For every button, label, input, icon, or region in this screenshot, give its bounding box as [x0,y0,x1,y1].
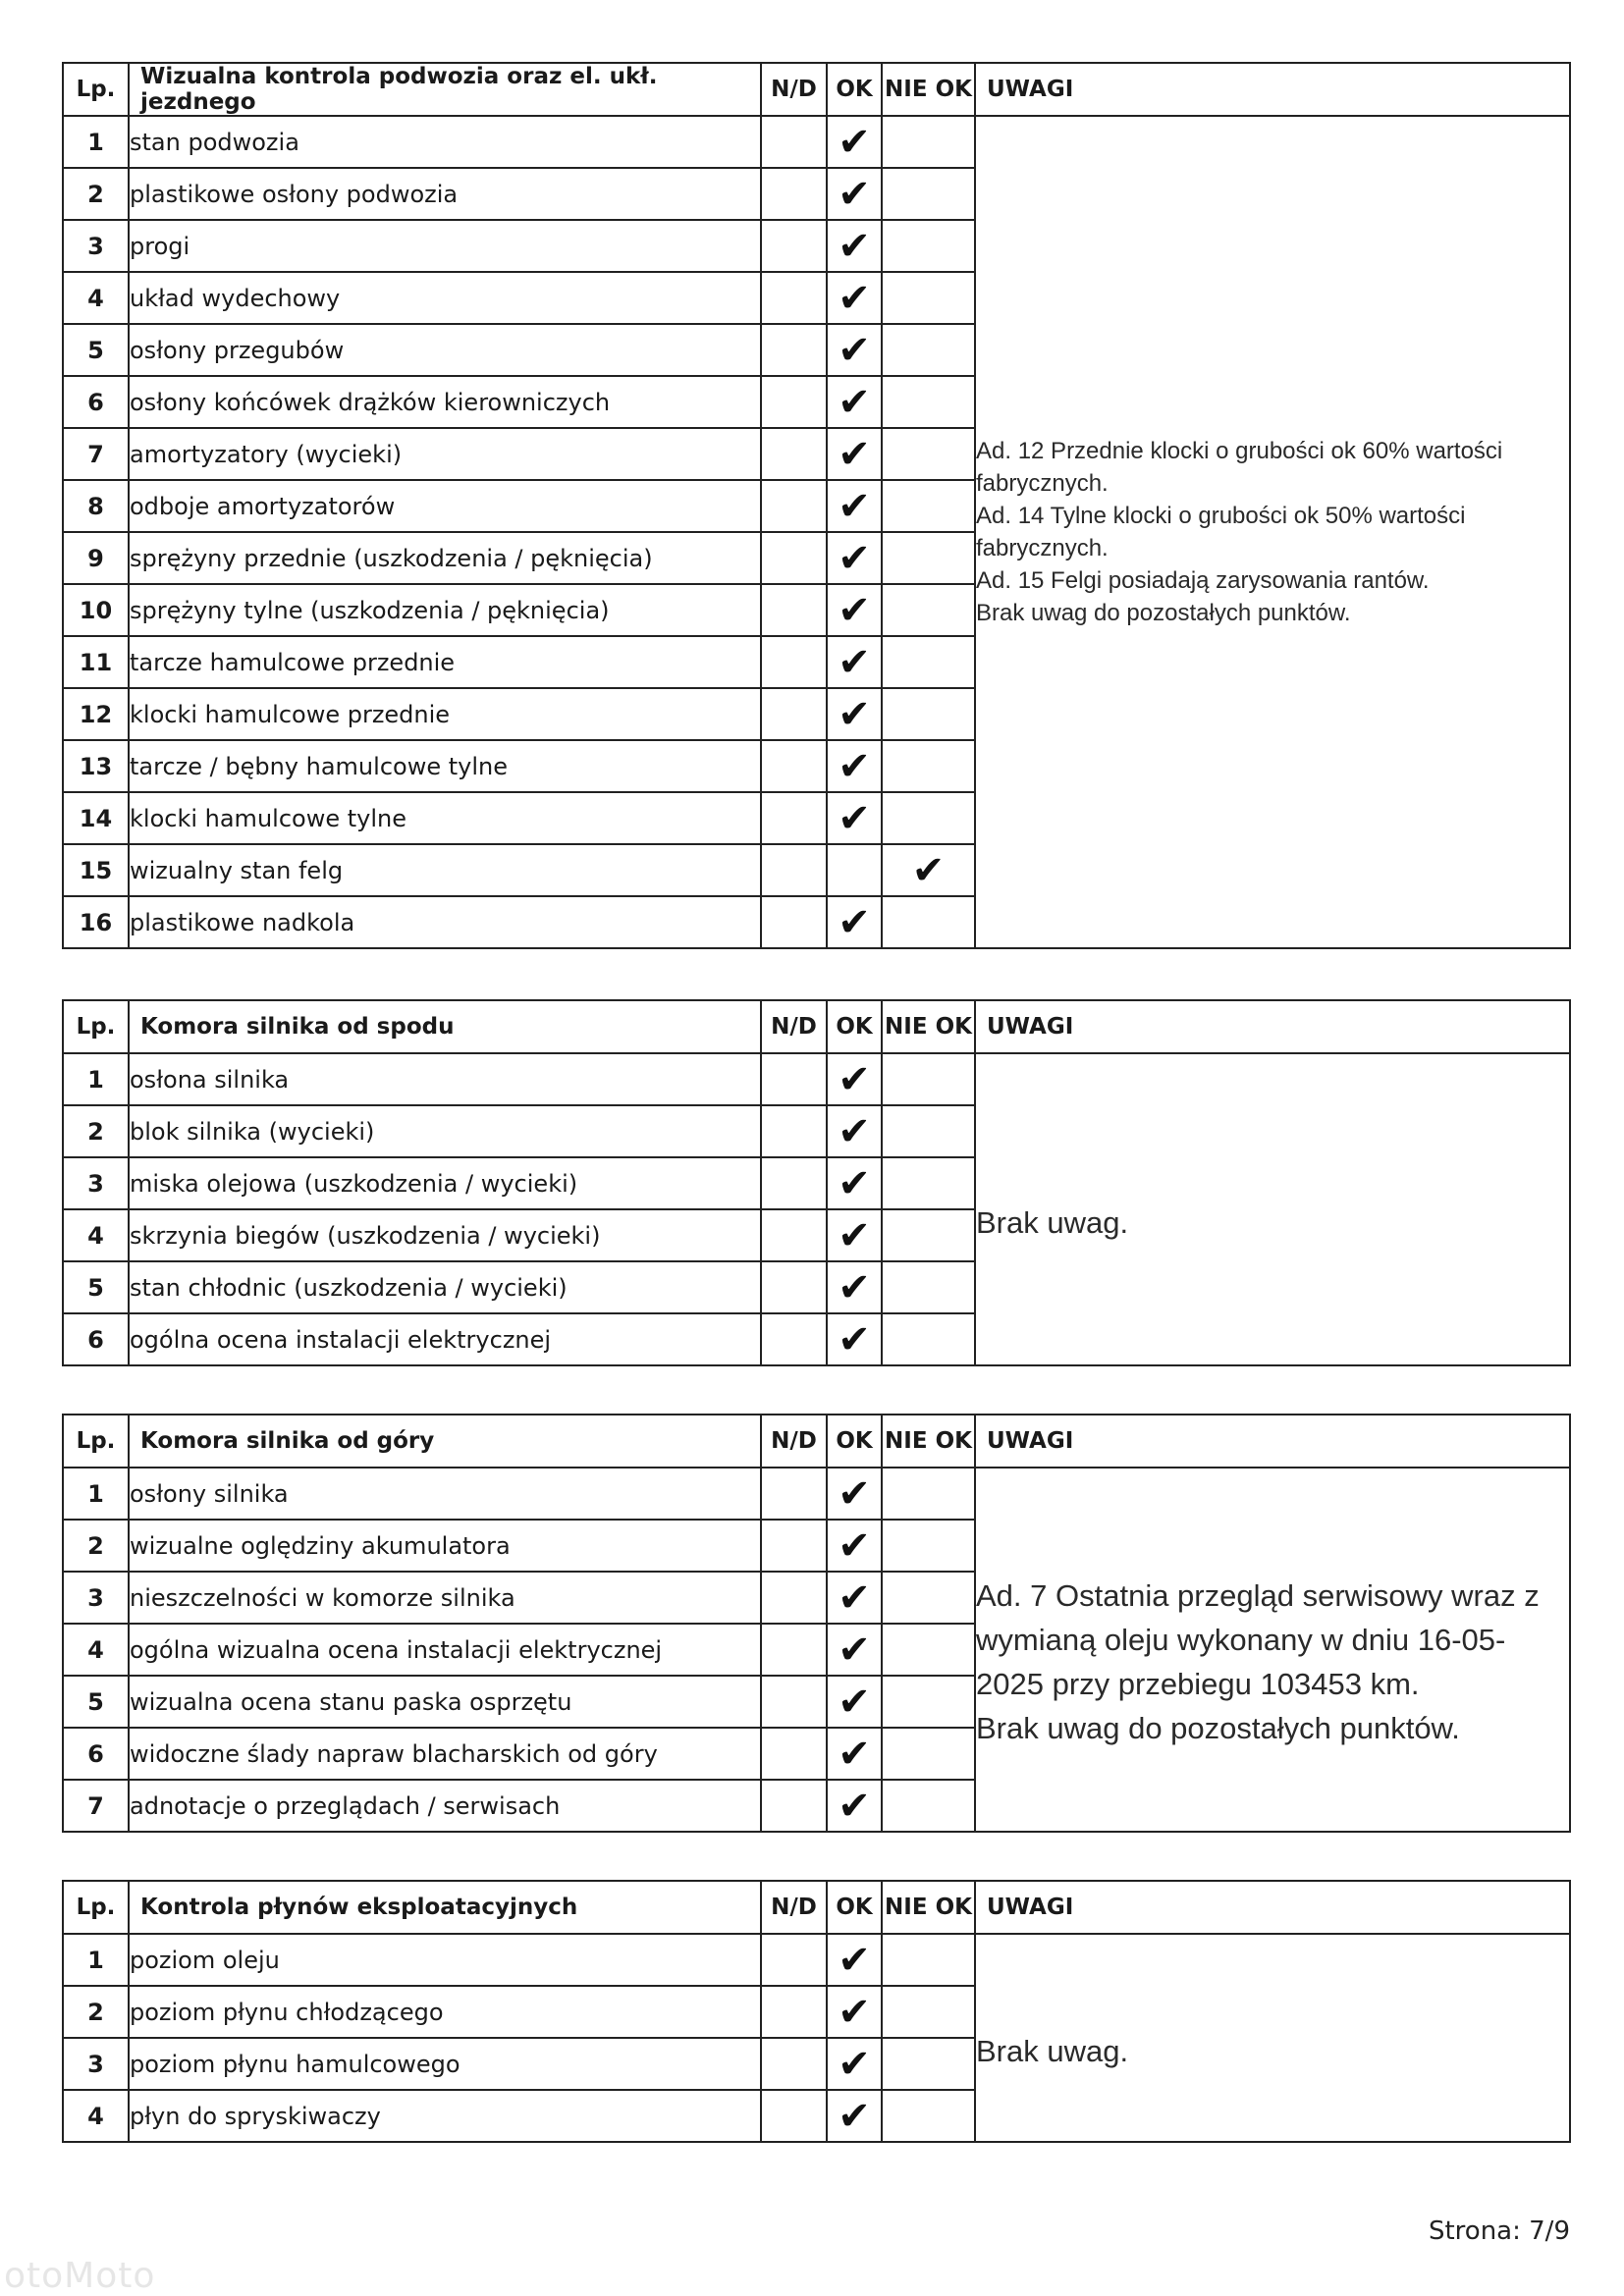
cell-nieok [882,2090,975,2142]
row-label: osłony silnika [129,1468,761,1520]
header-ok: OK [827,1000,882,1053]
row-number: 3 [63,1572,129,1624]
cell-ok [827,584,882,636]
row-number: 7 [63,428,129,480]
row-number: 11 [63,636,129,688]
cell-nd [761,1209,827,1261]
cell-nd [761,376,827,428]
cell-nd [761,1157,827,1209]
cell-ok [827,1934,882,1986]
row-number: 6 [63,1728,129,1780]
row-label: plastikowe nadkola [129,896,761,948]
cell-nieok [882,220,975,272]
checkmark-icon: ✔ [838,379,871,425]
cell-nd [761,2038,827,2090]
cell-ok [827,1105,882,1157]
cell-nieok [882,1105,975,1157]
cell-ok [827,1313,882,1365]
row-number: 5 [63,1676,129,1728]
header-lp: Lp. [63,1881,129,1934]
row-label: progi [129,220,761,272]
row-number: 7 [63,1780,129,1832]
table-row [63,1053,1570,1105]
checkmark-icon: ✔ [838,1212,871,1258]
cell-ok [827,844,882,896]
cell-ok [827,688,882,740]
header-uwagi: UWAGI [975,1000,1570,1053]
row-number: 2 [63,1986,129,2038]
cell-nieok [882,636,975,688]
row-label: poziom płynu hamulcowego [129,2038,761,2090]
table-row [63,1934,1570,1986]
cell-nd [761,480,827,532]
checkmark-icon: ✔ [838,1522,871,1569]
cell-nd [761,1468,827,1520]
checkmark-icon: ✔ [838,1056,871,1102]
row-label: poziom oleju [129,1934,761,1986]
cell-nieok [882,1676,975,1728]
cell-nieok [882,532,975,584]
header-lp: Lp. [63,1000,129,1053]
section-title: Komora silnika od góry [129,1415,761,1468]
checkmark-icon: ✔ [838,1264,871,1310]
cell-nieok [882,168,975,220]
cell-nd [761,532,827,584]
checkmark-icon: ✔ [838,535,871,581]
section-title: Kontrola płynów eksploatacyjnych [129,1881,761,1934]
cell-nieok [882,584,975,636]
section-title: Komora silnika od spodu [129,1000,761,1053]
cell-ok [827,1520,882,1572]
checkmark-icon: ✔ [838,431,871,477]
checklist-table [62,1414,1571,1833]
header-nd: N/D [761,1881,827,1934]
cell-ok [827,532,882,584]
cell-nieok [882,1934,975,1986]
cell-nieok [882,1157,975,1209]
row-label: tarcze / bębny hamulcowe tylne [129,740,761,792]
row-label: ogólna wizualna ocena instalacji elektrycznej [129,1624,761,1676]
checkmark-icon: ✔ [838,275,871,321]
checkmark-icon: ✔ [838,1316,871,1362]
cell-ok [827,792,882,844]
cell-nieok [882,740,975,792]
checkmark-icon: ✔ [838,1470,871,1517]
checkmark-icon: ✔ [838,2041,871,2087]
cell-ok [827,1986,882,2038]
header-row [63,63,1570,116]
cell-nieok [882,792,975,844]
row-label: osłony przegubów [129,324,761,376]
row-number: 5 [63,324,129,376]
remarks-cell [975,1934,1570,2142]
row-number: 2 [63,1105,129,1157]
cell-ok [827,1572,882,1624]
row-label: stan chłodnic (uszkodzenia / wycieki) [129,1261,761,1313]
cell-nd [761,792,827,844]
remark-line: Ad. 12 Przednie klocki o grubości ok 60% wartości fabrycznych. [976,438,1503,497]
row-number: 3 [63,1157,129,1209]
row-label: adnotacje o przeglądach / serwisach [129,1780,761,1832]
cell-nieok [882,428,975,480]
cell-nd [761,1728,827,1780]
row-label: osłony końcówek drążków kierowniczych [129,376,761,428]
row-label: osłona silnika [129,1053,761,1105]
cell-ok [827,1468,882,1520]
checkmark-icon: ✔ [838,1108,871,1154]
header-nd: N/D [761,63,827,116]
cell-nd [761,116,827,168]
table-row [63,116,1570,168]
cell-nd [761,636,827,688]
checkmark-icon: ✔ [838,1627,871,1673]
cell-ok [827,1053,882,1105]
header-nd: N/D [761,1000,827,1053]
row-label: nieszczelności w komorze silnika [129,1572,761,1624]
cell-nieok [882,1986,975,2038]
row-label: sprężyny tylne (uszkodzenia / pęknięcia) [129,584,761,636]
row-label: poziom płynu chłodzącego [129,1986,761,2038]
cell-nieok [882,324,975,376]
section-komora-spod [62,999,1571,1366]
cell-nieok [882,896,975,948]
watermark-logo: otoMoto [4,2256,156,2296]
section-podwozie [62,62,1571,949]
row-number: 2 [63,168,129,220]
cell-nd [761,168,827,220]
cell-nd [761,584,827,636]
cell-ok [827,1676,882,1728]
cell-nd [761,324,827,376]
cell-ok [827,896,882,948]
cell-nieok [882,1261,975,1313]
cell-nieok [882,1624,975,1676]
cell-nd [761,1676,827,1728]
checkmark-icon: ✔ [838,119,871,165]
checkmark-icon: ✔ [838,1679,871,1725]
header-ok: OK [827,1881,882,1934]
cell-ok [827,636,882,688]
row-number: 4 [63,272,129,324]
cell-nd [761,1934,827,1986]
header-uwagi: UWAGI [975,1415,1570,1468]
header-uwagi: UWAGI [975,1881,1570,1934]
row-number: 3 [63,2038,129,2090]
cell-nieok [882,1053,975,1105]
header-lp: Lp. [63,63,129,116]
row-label: wizualna ocena stanu paska osprzętu [129,1676,761,1728]
checklist-table [62,1880,1571,2143]
section-plyny [62,1880,1571,2143]
row-number: 12 [63,688,129,740]
cell-ok [827,1209,882,1261]
checkmark-icon: ✔ [838,2093,871,2139]
remarks-cell [975,116,1570,948]
cell-nieok [882,688,975,740]
cell-nieok [882,1728,975,1780]
cell-nieok [882,1209,975,1261]
row-label: tarcze hamulcowe przednie [129,636,761,688]
row-label: amortyzatory (wycieki) [129,428,761,480]
row-label: plastikowe osłony podwozia [129,168,761,220]
cell-nd [761,844,827,896]
cell-ok [827,220,882,272]
cell-nieok [882,1468,975,1520]
row-number: 1 [63,1468,129,1520]
row-number: 4 [63,2090,129,2142]
header-nie-ok: NIE OK [882,1000,975,1053]
cell-nd [761,1986,827,2038]
checkmark-icon: ✔ [838,691,871,737]
row-label: klocki hamulcowe przednie [129,688,761,740]
cell-ok [827,1261,882,1313]
cell-nieok [882,376,975,428]
row-label: klocki hamulcowe tylne [129,792,761,844]
cell-ok [827,1624,882,1676]
row-label: blok silnika (wycieki) [129,1105,761,1157]
cell-nd [761,1053,827,1105]
row-label: płyn do spryskiwaczy [129,2090,761,2142]
row-number: 1 [63,116,129,168]
header-row [63,1415,1570,1468]
cell-nd [761,2090,827,2142]
checkmark-icon: ✔ [838,743,871,789]
checkmark-icon: ✔ [838,795,871,841]
row-number: 4 [63,1624,129,1676]
row-number: 13 [63,740,129,792]
checkmark-icon: ✔ [838,171,871,217]
checkmark-icon: ✔ [838,587,871,633]
checkmark-icon: ✔ [838,1160,871,1206]
cell-ok [827,324,882,376]
row-label: wizualne oględziny akumulatora [129,1520,761,1572]
cell-ok [827,272,882,324]
cell-nd [761,740,827,792]
checkmark-icon: ✔ [838,1937,871,1983]
row-label: stan podwozia [129,116,761,168]
cell-ok [827,116,882,168]
cell-nieok [882,116,975,168]
row-number: 1 [63,1053,129,1105]
header-nd: N/D [761,1415,827,1468]
header-lp: Lp. [63,1415,129,1468]
cell-nieok [882,1520,975,1572]
row-number: 4 [63,1209,129,1261]
checkmark-icon: ✔ [838,639,871,685]
checkmark-icon: ✔ [911,847,946,893]
cell-nieok [882,480,975,532]
row-label: sprężyny przednie (uszkodzenia / pęknięcia) [129,532,761,584]
row-number: 16 [63,896,129,948]
row-label: wizualny stan felg [129,844,761,896]
checkmark-icon: ✔ [838,223,871,269]
cell-nd [761,688,827,740]
header-row [63,1000,1570,1053]
table-row [63,1468,1570,1520]
checkmark-icon: ✔ [838,1575,871,1621]
row-label: układ wydechowy [129,272,761,324]
cell-ok [827,2038,882,2090]
checkmark-icon: ✔ [838,899,871,945]
cell-nieok [882,272,975,324]
remark-line: Brak uwag. [976,2033,1129,2068]
header-uwagi: UWAGI [975,63,1570,116]
header-row [63,1881,1570,1934]
cell-nd [761,1261,827,1313]
header-ok: OK [827,63,882,116]
cell-nd [761,1624,827,1676]
remark-line: Ad. 7 Ostatnia przegląd serwisowy wraz z wymianą oleju wykonany w dniu 16-05-2025 przy przebiegu 103453 km. [976,1577,1540,1701]
remark-line: Ad. 14 Tylne klocki o grubości ok 50% wartości fabrycznych. [976,503,1466,561]
cell-ok [827,376,882,428]
row-label: widoczne ślady napraw blacharskich od góry [129,1728,761,1780]
cell-nd [761,1313,827,1365]
cell-nd [761,220,827,272]
cell-nieok [882,1572,975,1624]
row-number: 1 [63,1934,129,1986]
cell-nd [761,1572,827,1624]
cell-nieok [882,1313,975,1365]
checklist-table [62,62,1571,949]
cell-ok [827,168,882,220]
row-label: miska olejowa (uszkodzenia / wycieki) [129,1157,761,1209]
cell-ok [827,428,882,480]
header-nie-ok: NIE OK [882,63,975,116]
cell-nd [761,272,827,324]
checklist-table [62,999,1571,1366]
section-title: Wizualna kontrola podwozia oraz el. ukł. jezdnego [129,63,761,116]
row-label: skrzynia biegów (uszkodzenia / wycieki) [129,1209,761,1261]
cell-nieok [882,2038,975,2090]
page-number: Strona: 7/9 [1428,2216,1570,2246]
cell-ok [827,2090,882,2142]
checkmark-icon: ✔ [838,483,871,529]
checkmark-icon: ✔ [838,1783,871,1829]
row-number: 14 [63,792,129,844]
row-number: 2 [63,1520,129,1572]
remark-line: Ad. 15 Felgi posiadają zarysowania rantów. [976,567,1430,594]
row-number: 6 [63,1313,129,1365]
header-nie-ok: NIE OK [882,1881,975,1934]
cell-nieok [882,1780,975,1832]
checkmark-icon: ✔ [838,327,871,373]
row-number: 8 [63,480,129,532]
remarks-cell [975,1468,1570,1832]
cell-ok [827,480,882,532]
remark-line: Brak uwag do pozostałych punktów. [976,1710,1460,1745]
row-number: 10 [63,584,129,636]
cell-nd [761,896,827,948]
row-number: 5 [63,1261,129,1313]
remarks-cell [975,1053,1570,1365]
header-ok: OK [827,1415,882,1468]
remark-line: Brak uwag do pozostałych punktów. [976,600,1351,626]
remark-line: Brak uwag. [976,1204,1129,1240]
row-number: 6 [63,376,129,428]
cell-nd [761,1520,827,1572]
row-number: 9 [63,532,129,584]
row-label: ogólna ocena instalacji elektrycznej [129,1313,761,1365]
row-label: odboje amortyzatorów [129,480,761,532]
section-komora-gora [62,1414,1571,1833]
cell-ok [827,1728,882,1780]
header-nie-ok: NIE OK [882,1415,975,1468]
cell-nd [761,1105,827,1157]
cell-nd [761,428,827,480]
checkmark-icon: ✔ [838,1989,871,2035]
cell-ok [827,1780,882,1832]
cell-ok [827,740,882,792]
cell-ok [827,1157,882,1209]
checkmark-icon: ✔ [838,1731,871,1777]
cell-nd [761,1780,827,1832]
row-number: 15 [63,844,129,896]
cell-nieok [882,844,975,896]
row-number: 3 [63,220,129,272]
